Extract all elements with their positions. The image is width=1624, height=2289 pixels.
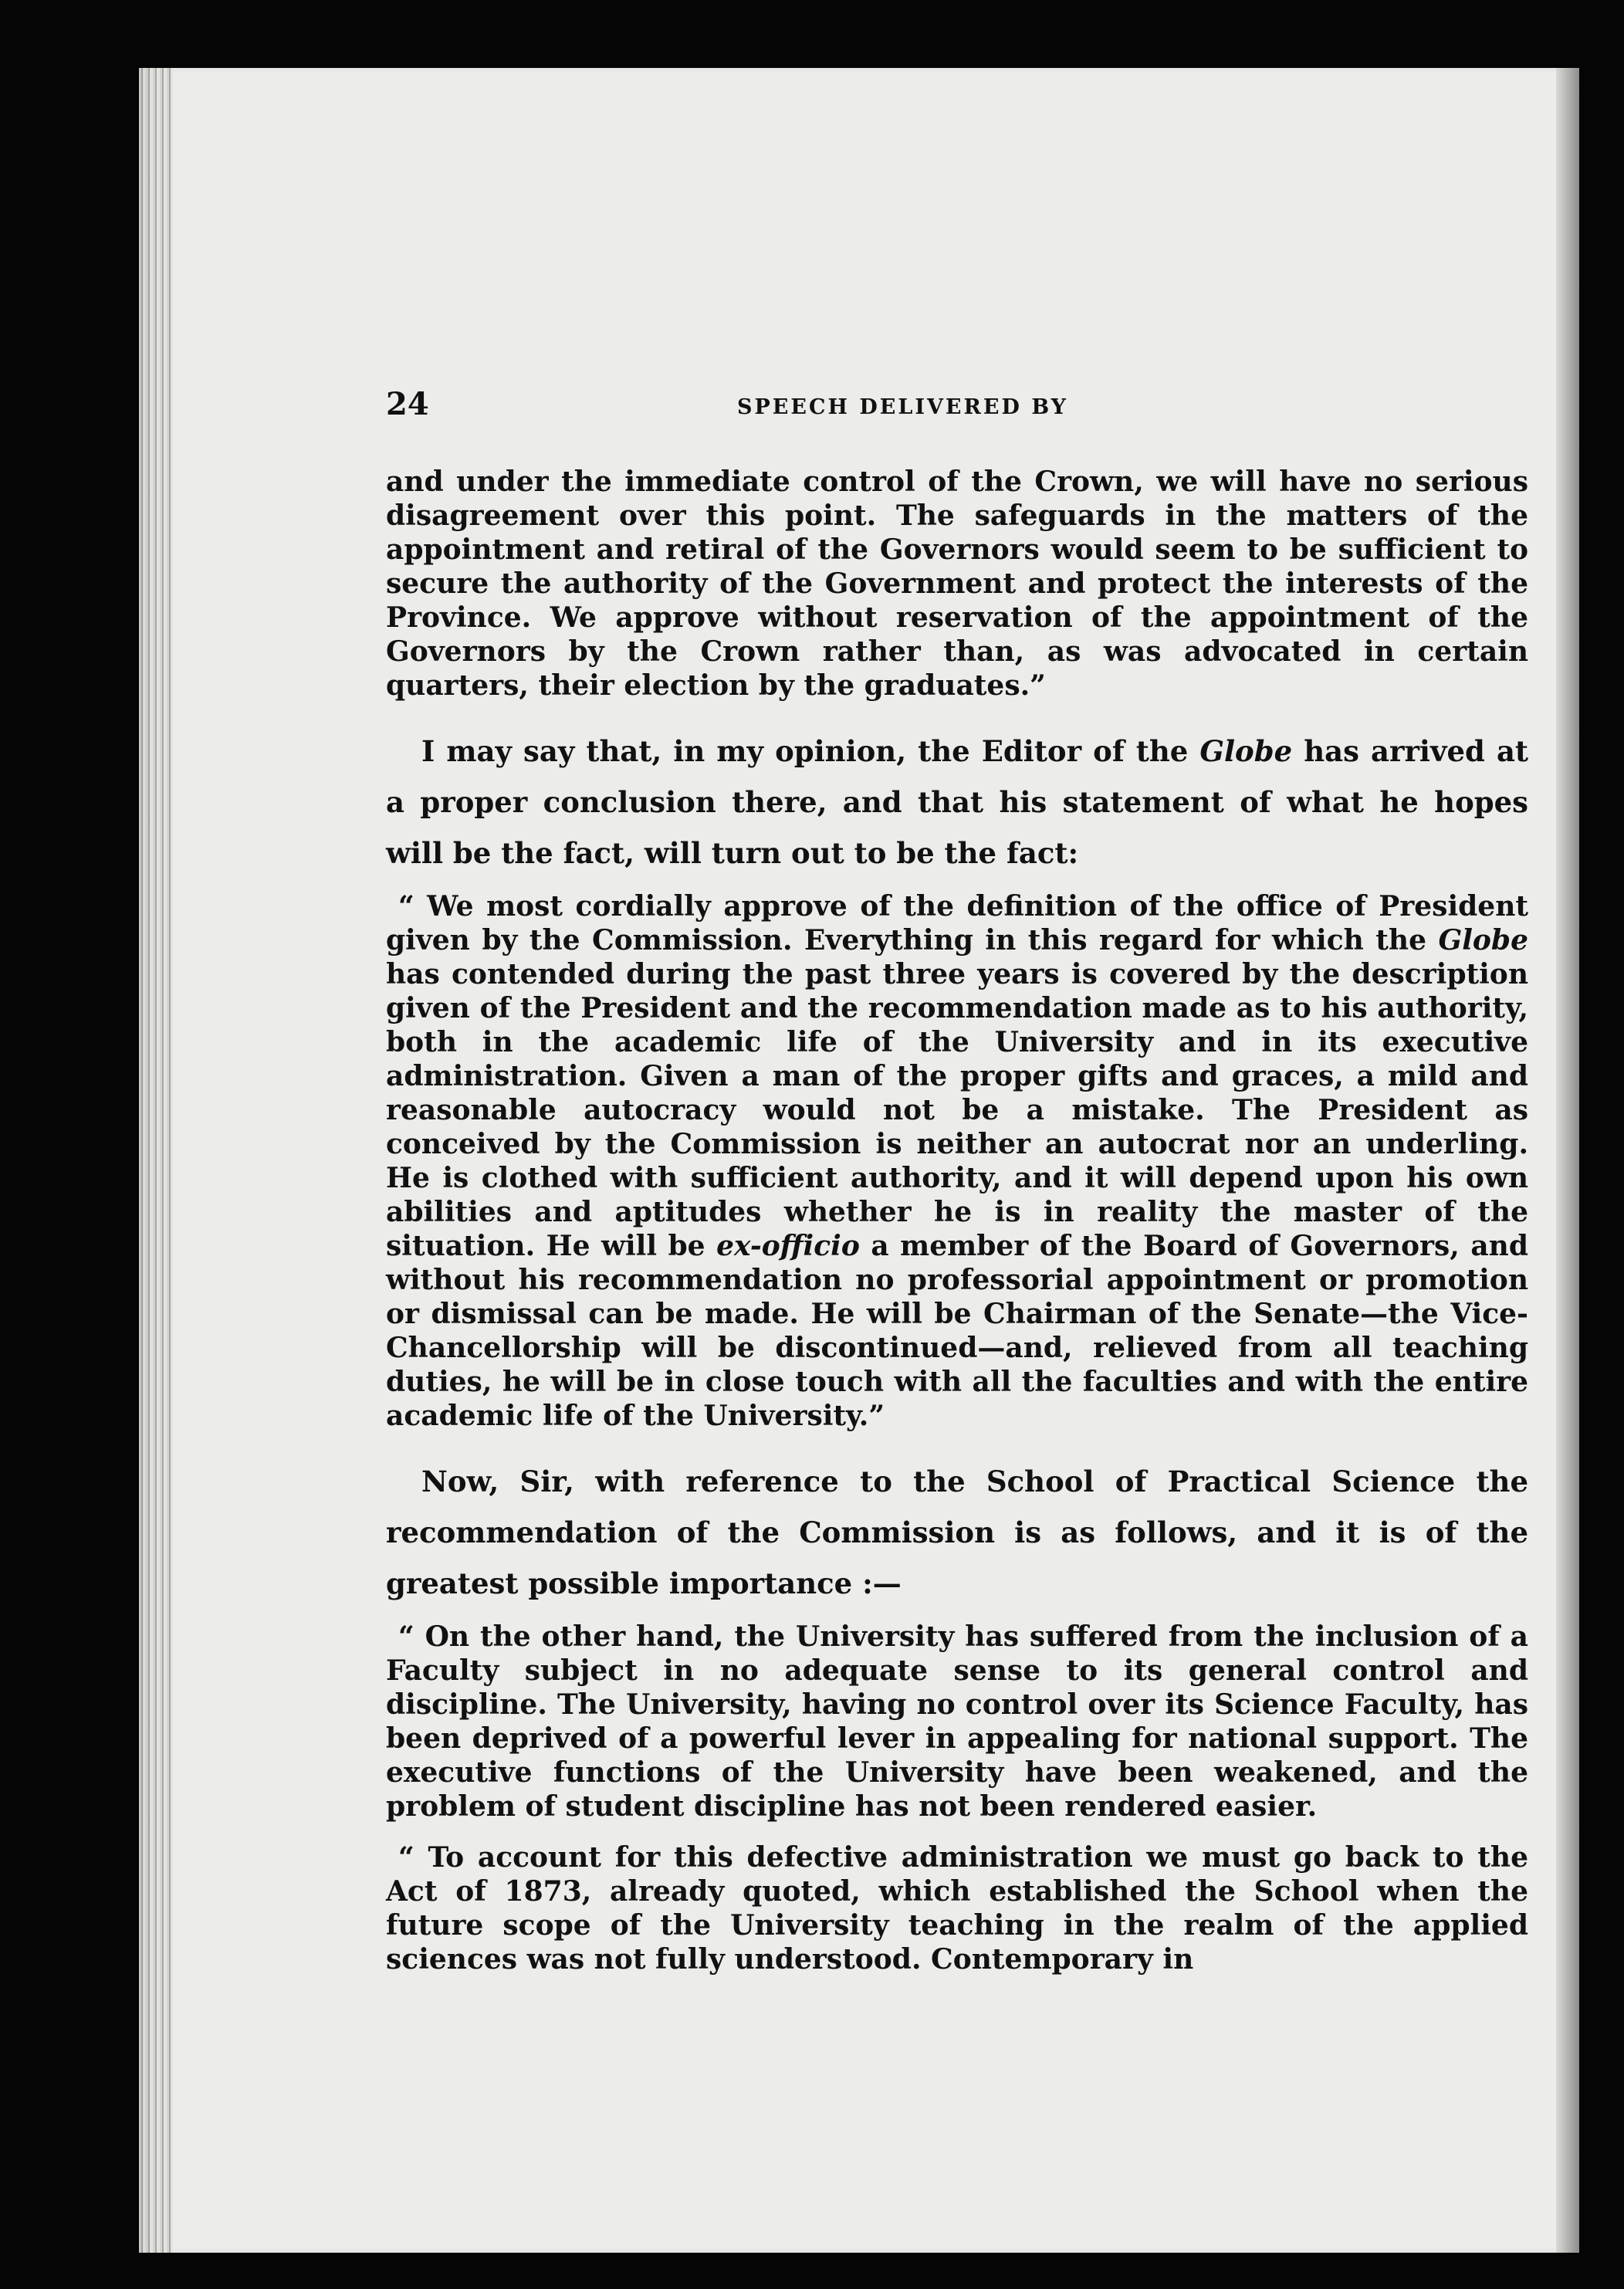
page-spine-edge	[139, 68, 173, 2253]
newspaper-title: Globe	[1199, 734, 1293, 768]
body-paragraph-1	[386, 726, 1528, 879]
latin-term: ex-officio	[716, 1230, 860, 1262]
quote-text: “ On the other hand, the University has suffered from the inclusion of a Faculty subject in no adequate sense to its general control and discipline. The University, having no control over its Science Faculty, has been deprived of a powerful lever in appealing for national support. The executive functions of the University have been weakened, and the problem of student discipline has not been rendered easier.	[386, 1620, 1528, 1823]
quote-text: “ We most cordially approve of the definition of the office of President given by the Commission. Everything in this regard for which the	[386, 890, 1528, 957]
page-number: 24	[386, 386, 429, 422]
quote-paragraph-3	[386, 1620, 1528, 1823]
quote-text: and under the immediate control of the Crown, we will have no serious disagreement over this point. The safeguards in the matters of the appointment and retiral of the Governors would seem to be sufficient to secure the authority of the Government and protect the interests of the Province. We approve without reservation of the appointment of the Governors by the Crown rather than, as was advocated in certain quarters, their election by the graduates.”	[386, 466, 1528, 702]
newspaper-title: Globe	[1438, 924, 1528, 957]
running-title: SPEECH DELIVERED BY	[737, 395, 1068, 419]
body-text: I may say that, in my opinion, the Editor of the	[421, 734, 1189, 768]
page-content	[386, 386, 1528, 1999]
body-paragraph-2	[386, 1456, 1528, 1609]
quote-text: “ To account for this defective administration we must go back to the Act of 1873, already quoted, which established the School when the future scope of the University teaching in the realm of the applied sciences was not fully understood. Contemporary in	[386, 1841, 1528, 1976]
body-text: has arrived at a proper conclusion there, and that his statement of what he hopes will be the fact, will turn out to be the fact:	[386, 734, 1529, 870]
quote-paragraph-4	[386, 1840, 1528, 1976]
quote-text: a member of the Board of Governors, and without his recommendation no professorial appointment or promotion or dismissal can be made. He will be Chairman of the Senate—the Vice-Chancellorship will be discontinued—and, relieved from all teaching duties, he will be in close touch with all the faculties and with the entire academic life of the University.”	[386, 1230, 1528, 1432]
body-text: Now, Sir, with reference to the School of Practical Science the recommendation of the Commission is as follows, and it is of the greatest possible importance :—	[386, 1464, 1528, 1600]
book-page	[139, 68, 1579, 2253]
quote-paragraph-1	[386, 465, 1528, 703]
page-header	[386, 386, 1528, 432]
quote-paragraph-2	[386, 889, 1528, 1433]
quote-text: has contended during the past three years is covered by the description given of the President and the recommendation made as to his authority, both in the academic life of the University and in its executive administration. Given a man of the proper gifts and graces, a mild and reasonable autocracy would not be a mistake. The President as conceived by the Commission is neither an autocrat nor an underling. He is clothed with sufficient authority, and it will depend upon his own abilities and aptitudes whether he is in reality the master of the situation. He will be	[386, 958, 1528, 1262]
page-right-edge	[1556, 68, 1579, 2253]
